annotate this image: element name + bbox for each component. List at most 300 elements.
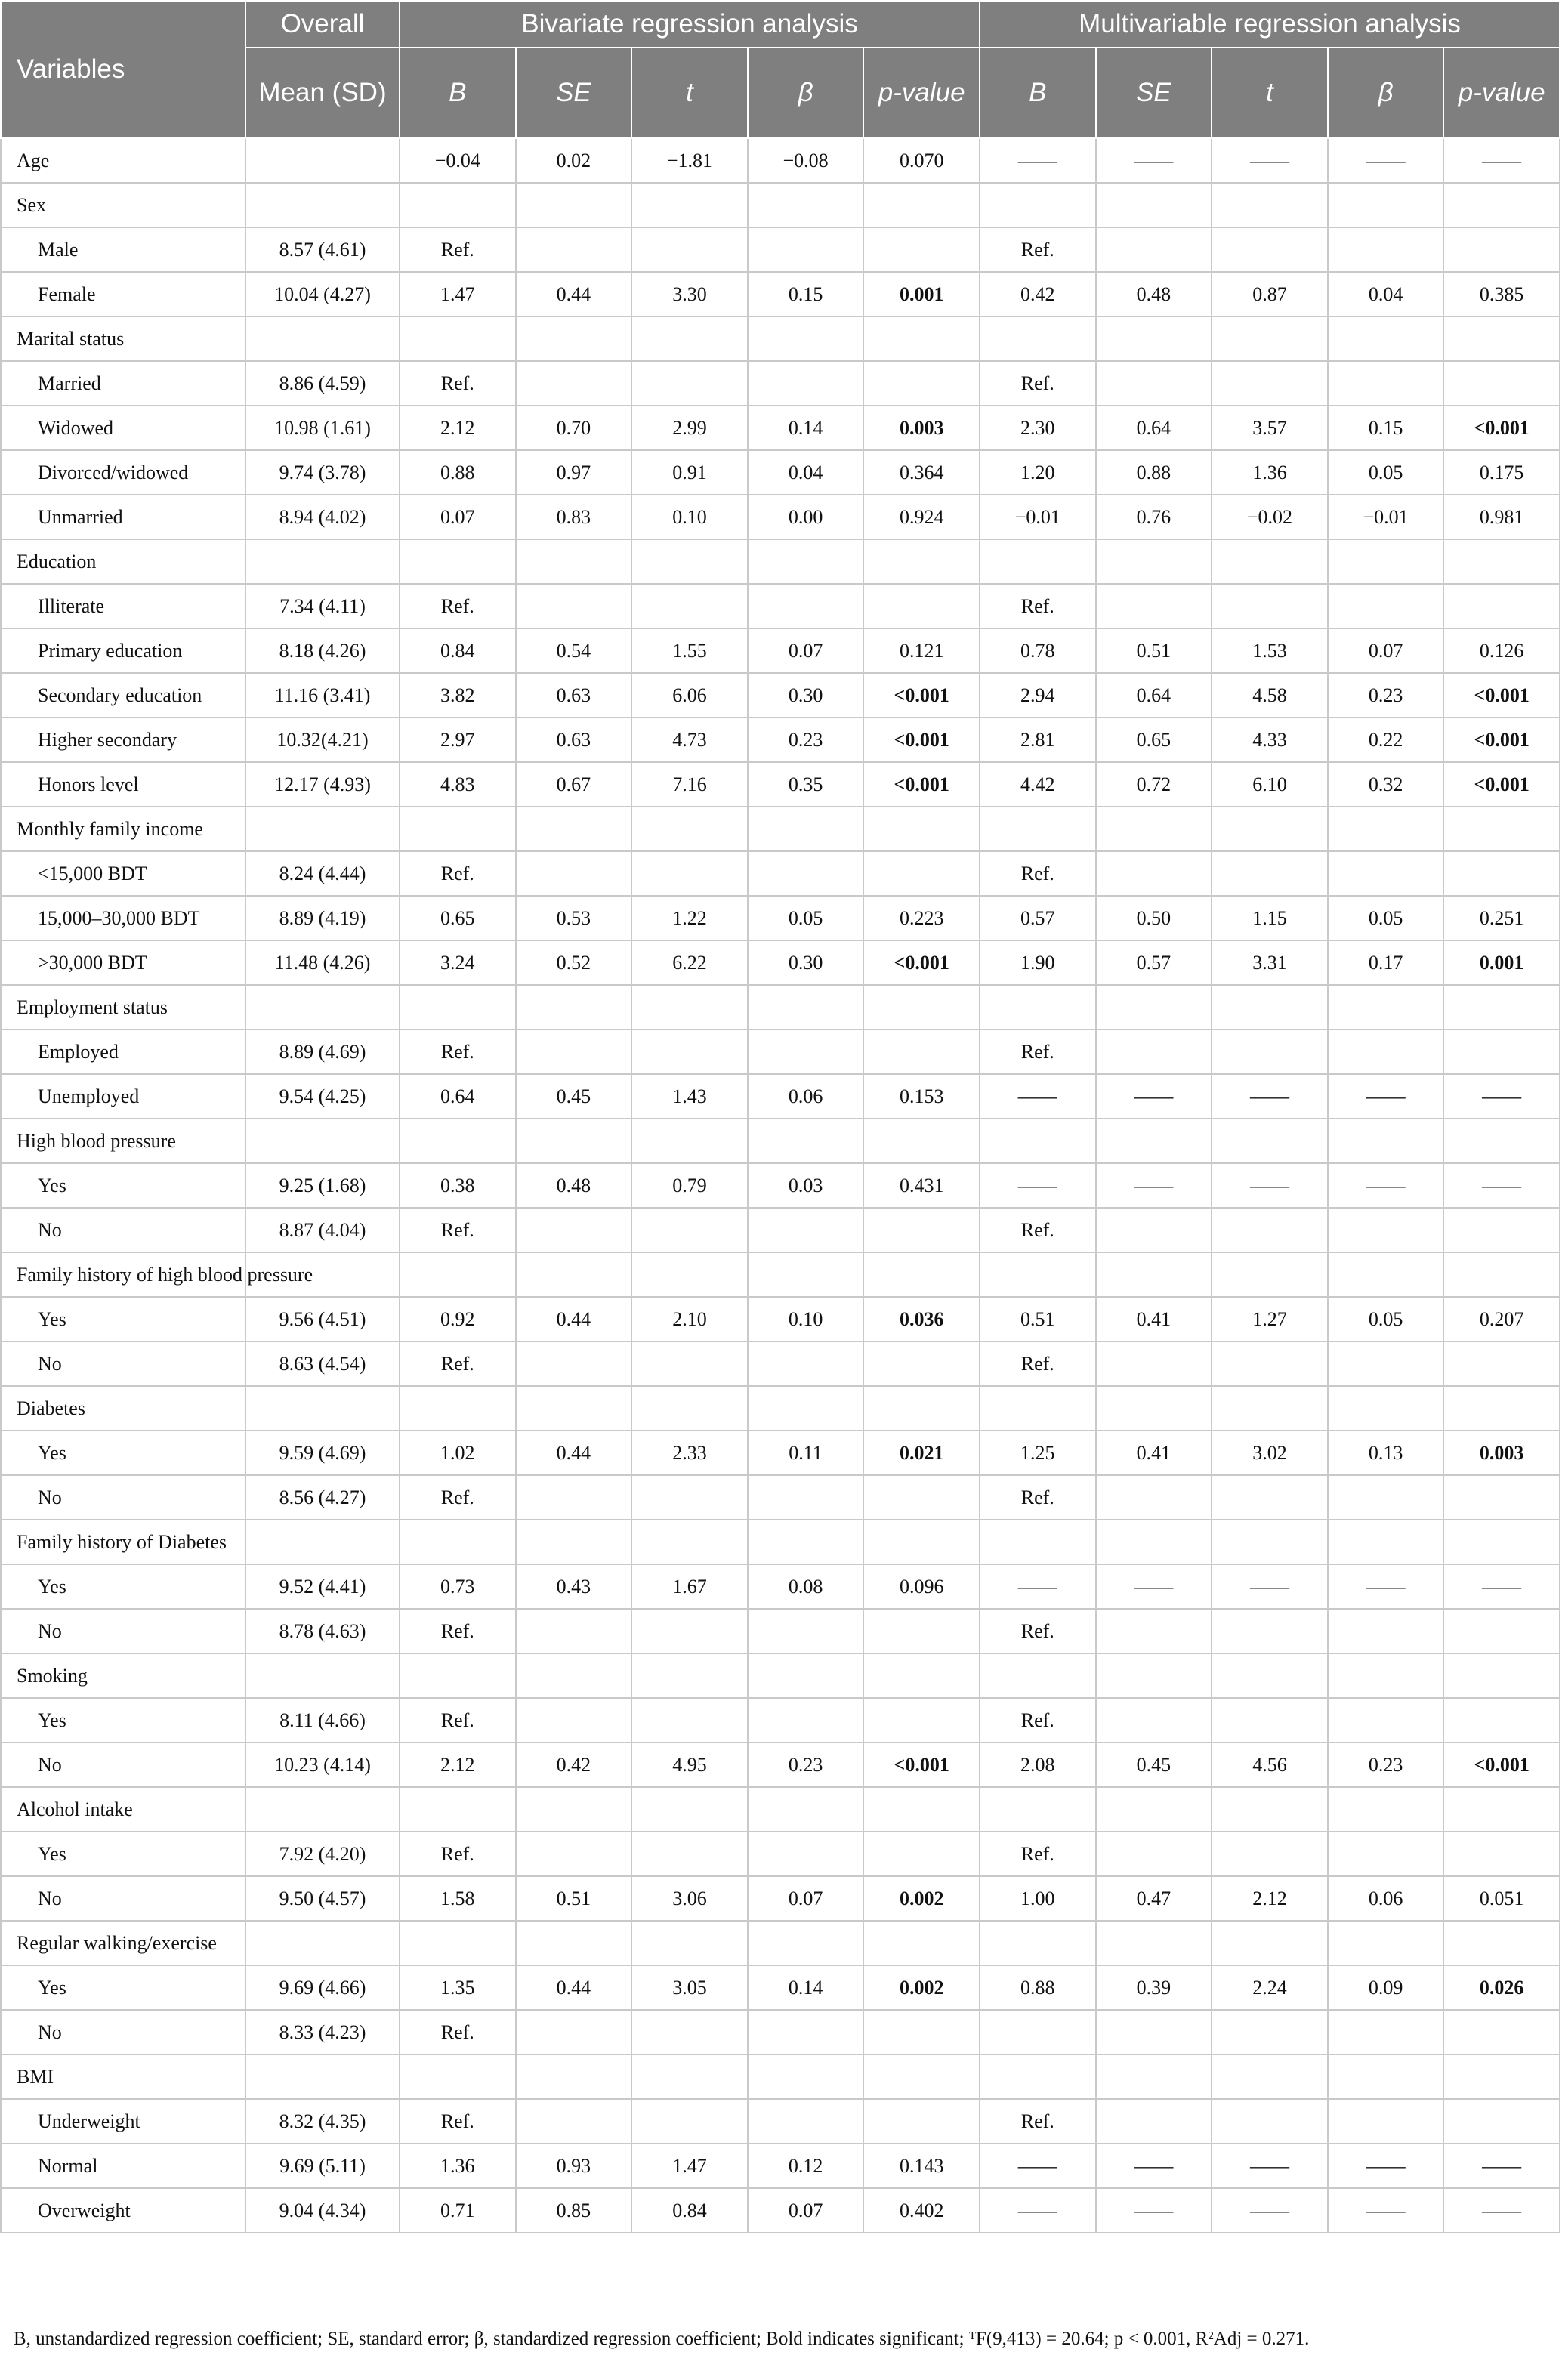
cell-mv-beta <box>1328 2054 1444 2099</box>
cell-biv-beta <box>748 2010 864 2054</box>
cell-mv-se: 0.76 <box>1096 495 1212 539</box>
cell-biv-b <box>400 1520 516 1564</box>
cell-biv-p: 0.021 <box>863 1431 980 1475</box>
cell-mv-p: 0.981 <box>1443 495 1560 539</box>
cell-biv-beta: 0.30 <box>748 673 864 718</box>
cell-mean-sd <box>245 138 400 183</box>
cell-biv-b: 2.97 <box>400 718 516 762</box>
cell-biv-b: 0.07 <box>400 495 516 539</box>
cell-biv-beta: 0.10 <box>748 1297 864 1341</box>
cell-biv-p: 0.153 <box>863 1074 980 1119</box>
header-mv-t: t <box>1212 48 1328 138</box>
cell-mv-se <box>1096 1029 1212 1074</box>
cell-mv-t: 4.58 <box>1212 673 1328 718</box>
cell-mv-se <box>1096 1252 1212 1297</box>
cell-mv-b: —— <box>980 1163 1096 1208</box>
cell-biv-beta <box>748 539 864 584</box>
cell-mv-se: 0.45 <box>1096 1743 1212 1787</box>
cell-mv-se <box>1096 807 1212 851</box>
cell-biv-beta <box>748 2099 864 2144</box>
cell-mv-beta <box>1328 539 1444 584</box>
cell-biv-se: 0.67 <box>516 762 632 807</box>
cell-mv-b: Ref. <box>980 1208 1096 1252</box>
cell-mean-sd: 8.78 (4.63) <box>245 1609 400 1653</box>
cell-mv-p: <0.001 <box>1443 673 1560 718</box>
cell-mv-se <box>1096 1341 1212 1386</box>
cell-biv-se: 0.83 <box>516 495 632 539</box>
cell-biv-p: 0.070 <box>863 138 980 183</box>
row-sublabel: No <box>1 1609 245 1653</box>
cell-biv-t <box>631 2010 748 2054</box>
cell-mv-se <box>1096 2054 1212 2099</box>
cell-mv-se: —— <box>1096 2144 1212 2188</box>
header-mv-beta: β <box>1328 48 1444 138</box>
cell-biv-beta: 0.30 <box>748 940 864 985</box>
cell-biv-b <box>400 1252 516 1297</box>
cell-mean-sd: 10.32(4.21) <box>245 718 400 762</box>
cell-mean-sd: 8.89 (4.19) <box>245 896 400 940</box>
cell-biv-t: 7.16 <box>631 762 748 807</box>
cell-mv-se <box>1096 1832 1212 1876</box>
cell-biv-beta: 0.06 <box>748 1074 864 1119</box>
cell-mv-b <box>980 1520 1096 1564</box>
cell-mean-sd: 9.04 (4.34) <box>245 2188 400 2233</box>
row-sublabel: Overweight <box>1 2188 245 2233</box>
cell-mv-b: Ref. <box>980 1029 1096 1074</box>
table-row <box>1 1475 1560 1520</box>
cell-mv-t: 1.36 <box>1212 450 1328 495</box>
cell-mv-p <box>1443 1921 1560 1965</box>
cell-biv-se: 0.44 <box>516 1431 632 1475</box>
cell-mv-beta <box>1328 1787 1444 1832</box>
cell-mv-p: 0.003 <box>1443 1431 1560 1475</box>
table-row <box>1 539 1560 584</box>
cell-biv-p <box>863 1252 980 1297</box>
cell-biv-p <box>863 1609 980 1653</box>
cell-mv-se: 0.41 <box>1096 1297 1212 1341</box>
cell-biv-se: 0.48 <box>516 1163 632 1208</box>
cell-mv-beta: 0.05 <box>1328 450 1444 495</box>
cell-biv-beta <box>748 361 864 406</box>
cell-biv-t <box>631 1653 748 1698</box>
table-row <box>1 851 1560 896</box>
cell-mv-t <box>1212 183 1328 227</box>
cell-biv-p <box>863 985 980 1029</box>
cell-mv-beta <box>1328 1698 1444 1743</box>
cell-mv-p: <0.001 <box>1443 718 1560 762</box>
cell-biv-beta <box>748 1386 864 1431</box>
table-row <box>1 361 1560 406</box>
cell-mv-b: 1.00 <box>980 1876 1096 1921</box>
cell-biv-t: 0.84 <box>631 2188 748 2233</box>
table-row <box>1 1119 1560 1163</box>
cell-mean-sd: 9.50 (4.57) <box>245 1876 400 1921</box>
table-row <box>1 1653 1560 1698</box>
cell-biv-t <box>631 807 748 851</box>
table-row <box>1 183 1560 227</box>
cell-mean-sd: 8.24 (4.44) <box>245 851 400 896</box>
cell-mv-beta <box>1328 1341 1444 1386</box>
row-sublabel: No <box>1 1208 245 1252</box>
cell-mv-p: 0.385 <box>1443 272 1560 316</box>
cell-mv-se: 0.48 <box>1096 272 1212 316</box>
cell-mv-p <box>1443 361 1560 406</box>
cell-biv-t: 2.33 <box>631 1431 748 1475</box>
cell-biv-se <box>516 2054 632 2099</box>
cell-mv-p <box>1443 1787 1560 1832</box>
row-sublabel: Unemployed <box>1 1074 245 1119</box>
cell-mv-b: 0.88 <box>980 1965 1096 2010</box>
cell-mv-beta <box>1328 183 1444 227</box>
cell-mv-t: 0.87 <box>1212 272 1328 316</box>
cell-mv-beta <box>1328 985 1444 1029</box>
cell-mv-se <box>1096 183 1212 227</box>
row-category-label: Family history of high blood pressure <box>1 1252 245 1297</box>
cell-biv-se: 0.54 <box>516 628 632 673</box>
cell-biv-t: 0.91 <box>631 450 748 495</box>
cell-biv-t: 4.95 <box>631 1743 748 1787</box>
row-category-label: Education <box>1 539 245 584</box>
cell-mv-b: Ref. <box>980 2099 1096 2144</box>
cell-mv-beta <box>1328 2099 1444 2144</box>
cell-biv-p: <0.001 <box>863 940 980 985</box>
cell-biv-se: 0.70 <box>516 406 632 450</box>
cell-mv-p <box>1443 1520 1560 1564</box>
cell-mv-p: 0.126 <box>1443 628 1560 673</box>
cell-mv-se <box>1096 1921 1212 1965</box>
cell-biv-p <box>863 2099 980 2144</box>
cell-biv-se <box>516 361 632 406</box>
cell-mv-p: <0.001 <box>1443 1743 1560 1787</box>
cell-mv-t: —— <box>1212 2188 1328 2233</box>
cell-mean-sd: 9.56 (4.51) <box>245 1297 400 1341</box>
row-sublabel: Primary education <box>1 628 245 673</box>
table-row <box>1 1609 1560 1653</box>
cell-biv-t <box>631 1252 748 1297</box>
cell-biv-p: <0.001 <box>863 1743 980 1787</box>
cell-biv-p <box>863 1787 980 1832</box>
cell-mv-se <box>1096 539 1212 584</box>
cell-mv-p <box>1443 227 1560 272</box>
header-mean-sd: Mean (SD) <box>245 48 400 138</box>
cell-mv-se <box>1096 361 1212 406</box>
table-row <box>1 1921 1560 1965</box>
cell-biv-se <box>516 1341 632 1386</box>
cell-biv-se: 0.97 <box>516 450 632 495</box>
cell-mv-p: 0.207 <box>1443 1297 1560 1341</box>
cell-mv-beta <box>1328 851 1444 896</box>
cell-biv-b: −0.04 <box>400 138 516 183</box>
cell-mv-beta: 0.23 <box>1328 1743 1444 1787</box>
cell-biv-t <box>631 361 748 406</box>
cell-biv-se <box>516 851 632 896</box>
cell-biv-t: 0.79 <box>631 1163 748 1208</box>
cell-biv-t: 3.30 <box>631 272 748 316</box>
cell-mean-sd: 9.74 (3.78) <box>245 450 400 495</box>
row-sublabel: Unmarried <box>1 495 245 539</box>
row-sublabel: No <box>1 1876 245 1921</box>
cell-mean-sd <box>245 1921 400 1965</box>
cell-mv-p <box>1443 183 1560 227</box>
cell-mv-p: —— <box>1443 2188 1560 2233</box>
cell-mv-p: —— <box>1443 1564 1560 1609</box>
cell-mv-se: —— <box>1096 2188 1212 2233</box>
cell-mv-b: 2.94 <box>980 673 1096 718</box>
cell-biv-b <box>400 985 516 1029</box>
cell-biv-t: 2.99 <box>631 406 748 450</box>
cell-mv-p <box>1443 1832 1560 1876</box>
cell-biv-beta <box>748 985 864 1029</box>
cell-mv-se: 0.39 <box>1096 1965 1212 2010</box>
row-category-label: Employment status <box>1 985 245 1029</box>
cell-biv-b: Ref. <box>400 1609 516 1653</box>
cell-biv-p: 0.402 <box>863 2188 980 2233</box>
cell-mean-sd: 8.57 (4.61) <box>245 227 400 272</box>
row-sublabel: <15,000 BDT <box>1 851 245 896</box>
cell-mv-t: −0.02 <box>1212 495 1328 539</box>
cell-biv-t <box>631 539 748 584</box>
cell-mv-se: 0.65 <box>1096 718 1212 762</box>
cell-mv-b <box>980 183 1096 227</box>
cell-mv-t <box>1212 1653 1328 1698</box>
cell-biv-b: Ref. <box>400 1029 516 1074</box>
row-sublabel: Male <box>1 227 245 272</box>
cell-biv-se <box>516 316 632 361</box>
cell-mv-beta <box>1328 1029 1444 1074</box>
cell-biv-beta <box>748 1787 864 1832</box>
cell-biv-beta <box>748 1341 864 1386</box>
cell-mv-se <box>1096 1787 1212 1832</box>
row-sublabel: Yes <box>1 1965 245 2010</box>
cell-biv-b: 2.12 <box>400 406 516 450</box>
cell-mv-se: 0.64 <box>1096 406 1212 450</box>
cell-mv-p <box>1443 1029 1560 1074</box>
cell-mv-beta <box>1328 2010 1444 2054</box>
cell-mv-b: 0.51 <box>980 1297 1096 1341</box>
cell-biv-beta: 0.05 <box>748 896 864 940</box>
cell-mv-beta: 0.13 <box>1328 1431 1444 1475</box>
cell-biv-se <box>516 584 632 628</box>
cell-biv-p <box>863 361 980 406</box>
cell-mv-beta: 0.22 <box>1328 718 1444 762</box>
cell-mv-b: Ref. <box>980 227 1096 272</box>
table-row <box>1 450 1560 495</box>
cell-biv-se: 0.93 <box>516 2144 632 2188</box>
cell-mv-t <box>1212 1475 1328 1520</box>
cell-biv-beta: 0.03 <box>748 1163 864 1208</box>
cell-mean-sd <box>245 2054 400 2099</box>
table-row <box>1 1297 1560 1341</box>
cell-biv-beta <box>748 1832 864 1876</box>
cell-biv-beta <box>748 1653 864 1698</box>
cell-mv-b: 2.81 <box>980 718 1096 762</box>
table-row <box>1 1029 1560 1074</box>
cell-mv-beta <box>1328 1252 1444 1297</box>
cell-biv-t: 0.10 <box>631 495 748 539</box>
cell-mean-sd: 7.92 (4.20) <box>245 1832 400 1876</box>
cell-biv-se <box>516 1832 632 1876</box>
cell-mv-p <box>1443 2010 1560 2054</box>
row-category-label: High blood pressure <box>1 1119 245 1163</box>
cell-mv-se <box>1096 1475 1212 1520</box>
row-sublabel: Divorced/widowed <box>1 450 245 495</box>
cell-biv-beta <box>748 1475 864 1520</box>
cell-biv-p: 0.002 <box>863 1965 980 2010</box>
cell-mv-t <box>1212 1341 1328 1386</box>
cell-mean-sd: 8.56 (4.27) <box>245 1475 400 1520</box>
header-overall: Overall <box>245 1 400 48</box>
cell-mv-t <box>1212 1386 1328 1431</box>
cell-biv-se <box>516 2010 632 2054</box>
cell-biv-se <box>516 1119 632 1163</box>
cell-biv-p <box>863 1029 980 1074</box>
cell-mean-sd: 8.11 (4.66) <box>245 1698 400 1743</box>
cell-mv-t <box>1212 985 1328 1029</box>
cell-mv-p: <0.001 <box>1443 762 1560 807</box>
cell-biv-p: 0.003 <box>863 406 980 450</box>
cell-mean-sd: 11.48 (4.26) <box>245 940 400 985</box>
cell-mv-t <box>1212 1787 1328 1832</box>
table-row <box>1 1876 1560 1921</box>
cell-biv-se: 0.85 <box>516 2188 632 2233</box>
cell-mv-b: 0.42 <box>980 272 1096 316</box>
cell-mv-beta: —— <box>1328 138 1444 183</box>
cell-mv-se <box>1096 316 1212 361</box>
cell-biv-p <box>863 851 980 896</box>
cell-biv-beta: 0.15 <box>748 272 864 316</box>
cell-biv-p <box>863 1520 980 1564</box>
row-sublabel: Yes <box>1 1564 245 1609</box>
cell-biv-b: 0.73 <box>400 1564 516 1609</box>
table-row <box>1 2144 1560 2188</box>
cell-biv-b <box>400 1386 516 1431</box>
cell-mean-sd: 8.94 (4.02) <box>245 495 400 539</box>
cell-mv-p: <0.001 <box>1443 406 1560 450</box>
cell-biv-se <box>516 227 632 272</box>
cell-mv-se <box>1096 1119 1212 1163</box>
cell-biv-beta: 0.11 <box>748 1431 864 1475</box>
table-row <box>1 1431 1560 1475</box>
row-sublabel: No <box>1 1475 245 1520</box>
cell-mv-t: 1.15 <box>1212 896 1328 940</box>
cell-mv-t: 3.57 <box>1212 406 1328 450</box>
cell-mv-b <box>980 2054 1096 2099</box>
row-category-label: Diabetes <box>1 1386 245 1431</box>
cell-mv-beta <box>1328 1208 1444 1252</box>
cell-mv-b <box>980 1653 1096 1698</box>
cell-mv-p: —— <box>1443 1163 1560 1208</box>
cell-biv-se: 0.44 <box>516 1965 632 2010</box>
row-sublabel: No <box>1 1743 245 1787</box>
cell-biv-t <box>631 1520 748 1564</box>
cell-mv-beta: 0.15 <box>1328 406 1444 450</box>
cell-mean-sd <box>245 1520 400 1564</box>
cell-biv-se: 0.44 <box>516 272 632 316</box>
cell-biv-t: 3.05 <box>631 1965 748 2010</box>
cell-mv-t <box>1212 361 1328 406</box>
cell-mean-sd: 9.52 (4.41) <box>245 1564 400 1609</box>
cell-biv-se: 0.43 <box>516 1564 632 1609</box>
cell-biv-b: 0.64 <box>400 1074 516 1119</box>
cell-mv-t: —— <box>1212 1163 1328 1208</box>
cell-biv-beta: 0.07 <box>748 628 864 673</box>
cell-biv-p: 0.001 <box>863 272 980 316</box>
cell-mv-b: —— <box>980 138 1096 183</box>
cell-biv-b <box>400 2054 516 2099</box>
cell-mean-sd <box>245 183 400 227</box>
cell-mv-beta <box>1328 361 1444 406</box>
cell-biv-t: 6.06 <box>631 673 748 718</box>
row-category-label: Alcohol intake <box>1 1787 245 1832</box>
cell-mean-sd: 8.32 (4.35) <box>245 2099 400 2144</box>
cell-mv-se <box>1096 1520 1212 1564</box>
cell-biv-beta: 0.23 <box>748 1743 864 1787</box>
cell-mv-t: —— <box>1212 2144 1328 2188</box>
table-row <box>1 2188 1560 2233</box>
cell-mv-beta: —— <box>1328 1163 1444 1208</box>
cell-biv-beta: 0.07 <box>748 1876 864 1921</box>
cell-biv-beta <box>748 1609 864 1653</box>
cell-biv-t: 3.06 <box>631 1876 748 1921</box>
cell-biv-beta <box>748 1208 864 1252</box>
cell-mv-beta: 0.06 <box>1328 1876 1444 1921</box>
row-category-label: BMI <box>1 2054 245 2099</box>
cell-biv-t <box>631 1475 748 1520</box>
cell-biv-b: 1.36 <box>400 2144 516 2188</box>
table-row <box>1 628 1560 673</box>
row-sublabel: Honors level <box>1 762 245 807</box>
cell-mv-beta: —— <box>1328 1074 1444 1119</box>
cell-mean-sd: 8.87 (4.04) <box>245 1208 400 1252</box>
cell-biv-se <box>516 1698 632 1743</box>
cell-biv-se <box>516 539 632 584</box>
cell-mv-se: 0.41 <box>1096 1431 1212 1475</box>
table-row <box>1 896 1560 940</box>
cell-mv-b: —— <box>980 1074 1096 1119</box>
cell-mv-se: 0.57 <box>1096 940 1212 985</box>
cell-mv-b: 1.25 <box>980 1431 1096 1475</box>
cell-mv-se: —— <box>1096 138 1212 183</box>
cell-mv-t: 2.12 <box>1212 1876 1328 1921</box>
cell-mv-se: —— <box>1096 1564 1212 1609</box>
cell-mv-t: 6.10 <box>1212 762 1328 807</box>
cell-biv-b: 2.12 <box>400 1743 516 1787</box>
header-biv-t: t <box>631 48 748 138</box>
cell-mv-beta <box>1328 1609 1444 1653</box>
cell-mv-p <box>1443 1341 1560 1386</box>
cell-mv-b: Ref. <box>980 1475 1096 1520</box>
cell-mv-t: 4.33 <box>1212 718 1328 762</box>
table-row <box>1 1341 1560 1386</box>
cell-biv-se <box>516 1208 632 1252</box>
row-sublabel: Yes <box>1 1698 245 1743</box>
cell-mean-sd: 9.69 (5.11) <box>245 2144 400 2188</box>
cell-mv-beta <box>1328 227 1444 272</box>
cell-biv-p <box>863 1119 980 1163</box>
cell-biv-p <box>863 227 980 272</box>
cell-mv-se <box>1096 1208 1212 1252</box>
cell-mv-se <box>1096 227 1212 272</box>
cell-biv-b: 0.92 <box>400 1297 516 1341</box>
cell-mean-sd: 10.04 (4.27) <box>245 272 400 316</box>
cell-biv-b: Ref. <box>400 1341 516 1386</box>
cell-biv-p: 0.364 <box>863 450 980 495</box>
table-row <box>1 1074 1560 1119</box>
cell-biv-beta <box>748 1119 864 1163</box>
cell-mv-p <box>1443 539 1560 584</box>
cell-mv-b: Ref. <box>980 1609 1096 1653</box>
cell-biv-t <box>631 1029 748 1074</box>
